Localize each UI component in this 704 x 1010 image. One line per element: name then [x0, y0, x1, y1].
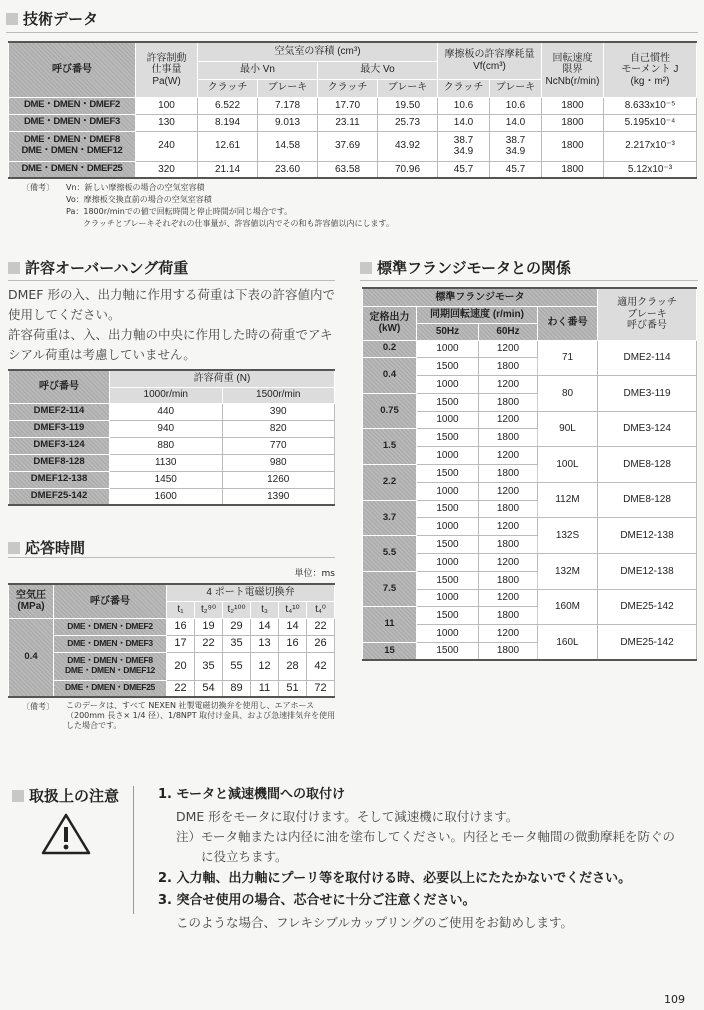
speed-50hz: 1500 [417, 536, 479, 554]
model-cell: DME・DMEN・DMEF25 [54, 680, 167, 697]
kw-cell: 2.2 [363, 465, 417, 501]
title-text: 許容オーバーハング荷重 [25, 259, 189, 277]
frame-cell: 90L [538, 411, 598, 447]
section-marker [12, 790, 24, 802]
col-volume: 空気室の容積 (cm³) [198, 42, 438, 61]
value-cell: 22 [195, 635, 223, 652]
col-pa: 許容制動 仕事量 Pa(W) [136, 42, 198, 97]
response-section [8, 568, 338, 731]
value-cell: 10.6 [438, 97, 490, 114]
value-cell: 22 [307, 618, 335, 635]
col-1500: 1500r/min [222, 387, 335, 403]
speed-60hz: 1800 [479, 358, 538, 376]
value-cell: 89 [223, 680, 251, 697]
speed-50hz: 1500 [417, 358, 479, 376]
model-cell: DME2-114 [598, 340, 697, 376]
response-time-table [8, 583, 335, 698]
value-cell: 55 [223, 652, 251, 680]
value-cell: 440 [110, 403, 223, 420]
speed-50hz: 1000 [417, 340, 479, 358]
value-cell: 11 [251, 680, 279, 697]
tech-data-table [8, 41, 697, 179]
title-text: 取扱上の注意 [29, 787, 120, 805]
motor-table [362, 287, 697, 661]
speed-60hz: 1200 [479, 554, 538, 572]
model-cell: DMEF3-124 [9, 437, 110, 454]
frame-cell: 100L [538, 447, 598, 483]
value-cell: 980 [222, 454, 335, 471]
model-cell: DME・DMEN・DMEF25 [9, 161, 136, 178]
col-pressure: 空気圧 (MPa) [9, 584, 54, 618]
section-marker [8, 542, 20, 554]
pressure-cell: 0.4 [9, 618, 54, 697]
col-clutch: クラッチ [438, 79, 490, 97]
table-row [9, 420, 335, 437]
value-cell: 940 [110, 420, 223, 437]
value-cell: 390 [222, 403, 335, 420]
frame-cell: 160M [538, 589, 598, 625]
title-text: 応答時間 [25, 539, 86, 557]
value-cell: 37.69 [318, 131, 378, 161]
value-cell: 72 [307, 680, 335, 697]
model-cell: DME・DMEN・DMEF3 [54, 635, 167, 652]
speed-60hz: 1200 [479, 411, 538, 429]
col-vo: 最大 Vo [318, 61, 438, 79]
value-cell: 1800 [542, 97, 604, 114]
value-cell: 28 [279, 652, 307, 680]
speed-60hz: 1200 [479, 589, 538, 607]
model-cell: DMEF2-114 [9, 403, 110, 420]
col-model: 呼び番号 [9, 42, 136, 97]
value-cell: 12.61 [198, 131, 258, 161]
overhang-description: DMEF 形の入、出力軸に作用する荷重は下表の許容値内で使用してください。 許容荷重は、入、出力軸の中央に作用した時の荷重でアキシアル荷重は考慮していません。 [8, 287, 335, 362]
col-1000: 1000r/min [110, 387, 223, 403]
title-text: 技術データ [23, 10, 99, 28]
model-cell: DME8-128 [598, 447, 697, 483]
speed-50hz: 1500 [417, 465, 479, 483]
table-row [9, 652, 335, 680]
speed-60hz: 1200 [479, 340, 538, 358]
section-title-overhang [8, 257, 188, 278]
table-row [9, 618, 335, 635]
notes-label: 〔備考〕 [22, 702, 54, 711]
value-cell: 45.7 [490, 161, 542, 178]
col-clutch: クラッチ [198, 79, 258, 97]
speed-60hz: 1800 [479, 536, 538, 554]
model-cell: DME・DMEN・DMEF3 [9, 114, 136, 131]
col-60hz: 60Hz [479, 323, 538, 340]
caution-item [158, 785, 698, 867]
speed-50hz: 1000 [417, 589, 479, 607]
speed-60hz: 1800 [479, 571, 538, 589]
kw-cell: 15 [363, 643, 417, 661]
speed-50hz: 1000 [417, 625, 479, 643]
value-cell: 13 [251, 635, 279, 652]
col-frame: わく番号 [538, 306, 598, 340]
overhang-section [8, 285, 338, 506]
col-brake: ブレーキ [378, 79, 438, 97]
value-cell: 21.14 [198, 161, 258, 178]
speed-60hz: 1800 [479, 500, 538, 518]
model-cell: DME・DMEN・DMEF8 DME・DMEN・DMEF12 [54, 652, 167, 680]
section-marker [8, 262, 20, 274]
caution-heading: 1. モータと減速機間への取付け [158, 787, 345, 802]
caution-item [158, 869, 698, 889]
value-cell: 26 [307, 635, 335, 652]
col-speed: 回転速度 限界 NcNb(r/min) [542, 42, 604, 97]
table-row [363, 340, 697, 358]
value-cell: 42 [307, 652, 335, 680]
speed-50hz: 1000 [417, 554, 479, 572]
value-cell: 38.7 34.9 [438, 131, 490, 161]
value-cell: 1450 [110, 471, 223, 488]
col-brake: ブレーキ [258, 79, 318, 97]
section-title-response [8, 537, 85, 558]
value-cell: 240 [136, 131, 198, 161]
value-cell: 17 [167, 635, 195, 652]
value-cell: 25.73 [378, 114, 438, 131]
frame-cell: 112M [538, 482, 598, 518]
response-notes-row [8, 701, 338, 731]
value-cell: 19.50 [378, 97, 438, 114]
frame-cell: 132M [538, 554, 598, 590]
col-model: 呼び番号 [9, 370, 110, 403]
model-cell: DME25-142 [598, 625, 697, 661]
value-cell: 17.70 [318, 97, 378, 114]
value-cell: 9.013 [258, 114, 318, 131]
value-cell: 12 [251, 652, 279, 680]
table-row [9, 114, 697, 131]
value-cell: 8.194 [198, 114, 258, 131]
kw-cell: 0.4 [363, 358, 417, 394]
table-row [9, 454, 335, 471]
caution-text: に役立ちます。 [176, 849, 288, 864]
model-cell: DME・DMEN・DMEF8 DME・DMEN・DMEF12 [9, 131, 136, 161]
value-cell: 100 [136, 97, 198, 114]
col-clutch: クラッチ [318, 79, 378, 97]
speed-60hz: 1200 [479, 376, 538, 394]
tech-notes-row [8, 182, 697, 230]
kw-cell: 7.5 [363, 571, 417, 607]
value-cell: 16 [167, 618, 195, 635]
table-row [9, 97, 697, 114]
model-cell: DME・DMEN・DMEF2 [54, 618, 167, 635]
model-cell: DMEF3-119 [9, 420, 110, 437]
model-cell: DME3-124 [598, 411, 697, 447]
frame-cell: 80 [538, 376, 598, 412]
value-cell: 19 [195, 618, 223, 635]
value-cell: 6.522 [198, 97, 258, 114]
speed-60hz: 1800 [479, 429, 538, 447]
col-time: t₄¹⁰ [279, 601, 307, 618]
notes-label: 〔備考〕 [22, 183, 54, 192]
response-note: このデータは、すべて NEXEN 社製電磁切換弁を使用し、エアホース（200mm 長さ× 1/4 径）、1/8NPT 取付け金具、および急速排気弁を使用した場合です。 [66, 701, 336, 730]
speed-50hz: 1500 [417, 429, 479, 447]
speed-50hz: 1500 [417, 500, 479, 518]
speed-60hz: 1200 [479, 447, 538, 465]
note: クラッチとブレーキそれぞれの仕事量が、許容値以内でその和も許容値以内にします。 [83, 219, 394, 228]
kw-cell: 5.5 [363, 536, 417, 572]
table-row [9, 488, 335, 505]
value-cell: 820 [222, 420, 335, 437]
col-valve: 4 ポート電磁切換弁 [167, 584, 335, 601]
speed-50hz: 1500 [417, 393, 479, 411]
table-row [9, 403, 335, 420]
value-cell: 14 [251, 618, 279, 635]
value-cell: 1260 [222, 471, 335, 488]
model-cell: DME8-128 [598, 482, 697, 518]
col-time: t₂¹⁰⁰ [223, 601, 251, 618]
value-cell: 1800 [542, 161, 604, 178]
value-cell: 23.11 [318, 114, 378, 131]
value-cell: 1800 [542, 131, 604, 161]
section-marker [6, 13, 18, 25]
divider [133, 786, 134, 914]
speed-60hz: 1200 [479, 518, 538, 536]
speed-60hz: 1200 [479, 625, 538, 643]
caution-text: DME 形をモータに取付けます。そして減速機に取付けます。 [176, 809, 519, 824]
speed-60hz: 1200 [479, 482, 538, 500]
value-cell: 63.58 [318, 161, 378, 178]
model-cell: DMEF8-128 [9, 454, 110, 471]
value-cell: 14 [279, 618, 307, 635]
speed-60hz: 1800 [479, 607, 538, 625]
value-cell: 880 [110, 437, 223, 454]
col-50hz: 50Hz [417, 323, 479, 340]
title-text: 標準フランジモータとの関係 [377, 259, 572, 277]
value-cell: 29 [223, 618, 251, 635]
value-cell: 5.12x10⁻³ [604, 161, 697, 178]
model-cell: DME・DMEN・DMEF2 [9, 97, 136, 114]
value-cell: 14.0 [490, 114, 542, 131]
table-row [9, 131, 697, 161]
col-motor: 標準フランジモータ [363, 288, 598, 306]
value-cell: 38.7 34.9 [490, 131, 542, 161]
value-cell: 8.633x10⁻⁵ [604, 97, 697, 114]
col-time: t₄⁰ [307, 601, 335, 618]
value-cell: 16 [279, 635, 307, 652]
value-cell: 70.96 [378, 161, 438, 178]
table-row [9, 471, 335, 488]
value-cell: 320 [136, 161, 198, 178]
value-cell: 1130 [110, 454, 223, 471]
tech-notes [66, 182, 394, 230]
kw-cell: 1.5 [363, 429, 417, 465]
speed-50hz: 1500 [417, 607, 479, 625]
speed-50hz: 1000 [417, 447, 479, 465]
speed-50hz: 1000 [417, 376, 479, 394]
kw-cell: 0.75 [363, 393, 417, 429]
kw-cell: 3.7 [363, 500, 417, 536]
model-cell: DME3-119 [598, 376, 697, 412]
model-cell: DME12-138 [598, 518, 697, 554]
caution-list [158, 785, 698, 935]
col-time: t₁ [167, 601, 195, 618]
value-cell: 35 [195, 652, 223, 680]
value-cell: 54 [195, 680, 223, 697]
table-row [9, 437, 335, 454]
page-number: 109 [664, 993, 685, 1006]
col-brake: ブレーキ [490, 79, 542, 97]
value-cell: 14.58 [258, 131, 318, 161]
section-title-motor [360, 257, 571, 278]
col-wear: 摩擦板の許容摩耗量 Vf(cm³) [438, 42, 542, 79]
value-cell: 130 [136, 114, 198, 131]
value-cell: 43.92 [378, 131, 438, 161]
speed-60hz: 1800 [479, 465, 538, 483]
table-row [9, 161, 697, 178]
model-cell: DMEF25-142 [9, 488, 110, 505]
value-cell: 35 [223, 635, 251, 652]
note: Vn：新しい摩擦板の場合の空気室容積 [66, 183, 205, 192]
caution-heading: 3. 突合せ使用の場合、芯合せに十分ご注意ください。 [158, 893, 476, 908]
model-cell: DME12-138 [598, 554, 697, 590]
col-sync: 同期回転速度 (r/min) [417, 306, 538, 323]
value-cell: 7.178 [258, 97, 318, 114]
section-title-caution [12, 785, 119, 806]
value-cell: 22 [167, 680, 195, 697]
section-marker [360, 262, 372, 274]
kw-cell: 0.2 [363, 340, 417, 358]
value-cell: 14.0 [438, 114, 490, 131]
caution-heading: 2. 入力軸、出力軸にプーリ等を取付ける時、必要以上にたたかないでください。 [158, 871, 632, 886]
model-cell: DME25-142 [598, 589, 697, 625]
value-cell: 1600 [110, 488, 223, 505]
speed-60hz: 1800 [479, 393, 538, 411]
col-vn: 最小 Vn [198, 61, 318, 79]
caution-text: このような場合、フレキシブルカップリングのご使用をお勧めします。 [176, 915, 574, 930]
col-time: t₃ [251, 601, 279, 618]
value-cell: 5.195x10⁻⁴ [604, 114, 697, 131]
model-cell: DMEF12-138 [9, 471, 110, 488]
note: Pa：1800r/minでの値で回転時間と停止時間が同じ場合です。 [66, 207, 293, 216]
table-row [9, 635, 335, 652]
speed-50hz: 1000 [417, 482, 479, 500]
warning-icon [40, 812, 92, 856]
value-cell: 1390 [222, 488, 335, 505]
table-row [9, 680, 335, 697]
col-inertia: 自己慣性 モーメント J (kg・m²) [604, 42, 697, 97]
speed-50hz: 1000 [417, 411, 479, 429]
frame-cell: 71 [538, 340, 598, 376]
caution-text: 注）モータ軸または内径に油を塗布してください。内径とモータ軸間の微動摩耗を防ぐの [176, 829, 676, 844]
overhang-table [8, 369, 335, 506]
value-cell: 770 [222, 437, 335, 454]
value-cell: 20 [167, 652, 195, 680]
speed-50hz: 1000 [417, 518, 479, 536]
section-title-tech [6, 8, 98, 29]
note: Vo：摩擦板交換直前の場合の空気室容積 [66, 195, 212, 204]
col-model: 適用クラッチ ブレーキ 呼び番号 [598, 288, 697, 340]
caution-item [158, 891, 698, 933]
kw-cell: 11 [363, 607, 417, 643]
col-model: 呼び番号 [54, 584, 167, 618]
value-cell: 2.217x10⁻³ [604, 131, 697, 161]
col-kw: 定格出力 (kW) [363, 306, 417, 340]
speed-50hz: 1500 [417, 643, 479, 661]
speed-50hz: 1500 [417, 571, 479, 589]
frame-cell: 160L [538, 625, 598, 661]
value-cell: 23.60 [258, 161, 318, 178]
col-load: 許容荷重 (N) [110, 370, 335, 387]
value-cell: 51 [279, 680, 307, 697]
value-cell: 10.6 [490, 97, 542, 114]
frame-cell: 132S [538, 518, 598, 554]
value-cell: 1800 [542, 114, 604, 131]
col-time: t₂⁹⁰ [195, 601, 223, 618]
value-cell: 45.7 [438, 161, 490, 178]
tech-section [8, 41, 697, 230]
unit-label: 単位：ms [294, 569, 335, 579]
speed-60hz: 1800 [479, 643, 538, 661]
